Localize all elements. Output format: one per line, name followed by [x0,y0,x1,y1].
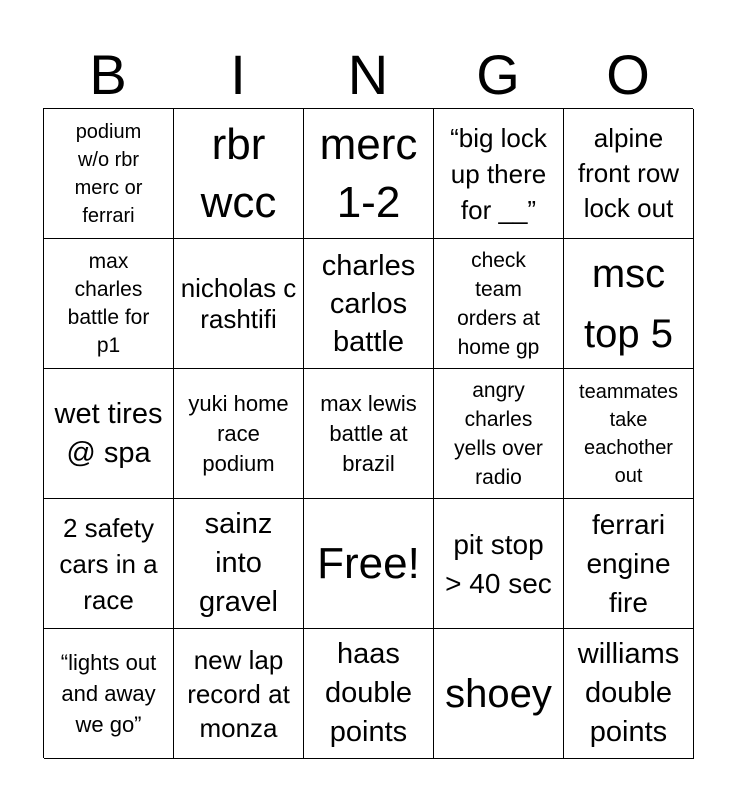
cell-text: max charles battle for p1 [67,249,150,357]
cell-text: wet tires @ spa [54,397,163,469]
bingo-cell-r3-c5[interactable] [564,369,694,499]
bingo-cell-r5-c1[interactable] [44,629,174,759]
cell-text: nicholas crashtifi [180,272,297,334]
cell-text: angry charles yells over radio [454,378,543,489]
cell-text: new lap record at monza [187,644,290,743]
bingo-cell-r2-c1[interactable] [44,239,174,369]
bingo-cell-r2-c2[interactable] [174,239,304,369]
bingo-cell-r3-c4[interactable] [434,369,564,499]
bingo-cell-r5-c4[interactable] [434,629,564,759]
bingo-cell-r1-c1[interactable] [44,109,174,239]
bingo-cell-r5-c5[interactable] [564,629,694,759]
header-letter-i: I [230,43,246,106]
cell-text: “lights out and away we go” [60,650,157,737]
cell-text: merc 1-2 [319,119,418,227]
bingo-cell-r1-c3[interactable] [304,109,434,239]
bingo-cell-r4-c5[interactable] [564,499,694,629]
cell-text: 2 safety cars in a race [59,512,158,615]
cell-text: “big lock up there for __” [450,122,547,225]
cell-text: pit stop > 40 sec [445,528,552,599]
cell-text: check team orders at home gp [457,248,540,359]
header-letter-n: N [347,43,389,106]
bingo-header [43,42,693,108]
cell-text: yuki home race podium [188,390,289,476]
bingo-cell-r4-c3[interactable] [304,499,434,629]
bingo-cell-r5-c2[interactable] [174,629,304,759]
bingo-cell-r1-c4[interactable] [434,109,564,239]
bingo-cell-r5-c3[interactable] [304,629,434,759]
cell-text: charles carlos battle [321,249,416,358]
cell-text: msc top 5 [584,251,673,356]
cell-text: williams double points [577,638,680,748]
bingo-cell-r2-c4[interactable] [434,239,564,369]
cell-text: max lewis battle at brazil [320,390,417,476]
cell-text: podium w/o rbr merc or ferrari [74,120,143,227]
cell-text: sainz into gravel [199,508,278,618]
bingo-cell-r4-c2[interactable] [174,499,304,629]
bingo-cell-r4-c1[interactable] [44,499,174,629]
cell-text: teammates take eachother out [579,380,678,487]
bingo-cell-r1-c2[interactable] [174,109,304,239]
header-letter-b: B [89,43,127,106]
bingo-cell-r2-c5[interactable] [564,239,694,369]
bingo-cell-r1-c5[interactable] [564,109,694,239]
header-letter-g: G [476,43,520,106]
cell-text: alpine front row lock out [577,123,680,223]
cell-text: ferrari engine fire [586,509,671,618]
cell-text: Free! [317,538,420,588]
cell-text: rbr wcc [200,119,277,227]
bingo-cell-r3-c1[interactable] [44,369,174,499]
header-letter-o: O [606,43,650,106]
bingo-grid [43,108,693,758]
bingo-cell-r3-c2[interactable] [174,369,304,499]
cell-text: haas double points [324,638,413,748]
bingo-cell-r4-c4[interactable] [434,499,564,629]
bingo-cell-r2-c3[interactable] [304,239,434,369]
bingo-cell-r3-c3[interactable] [304,369,434,499]
cell-text: shoey [445,671,552,716]
